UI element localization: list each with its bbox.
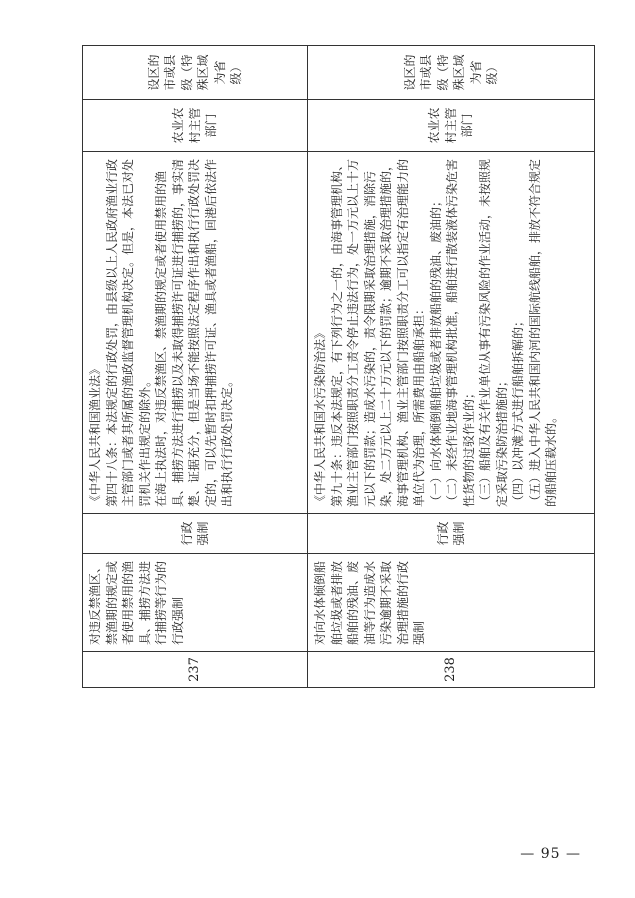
law-title: 《中华人民共和国水污染防治法》 — [313, 326, 327, 507]
power-list-table — [82, 45, 595, 688]
implementing-authority: 农业农村主管部门 — [308, 100, 595, 152]
basis-paragraph: 第九十条：违反本法规定，有下列行为之一的，由海事管理机构、渔业主管部门按照职责分工责令停止违法行为，处一万元以上十万元以下的罚款；造成水污染的，责令限期采取治理措施，消除污染，处二万元以上二十万元以下的罚款；逾期不采取治理措施的，海事管理机构、渔业主管部门按照职责分工可以指定有治理能力的单位代为治理，所需费用由船舶承担： — [329, 158, 426, 507]
item-name: 对向水体倾倒船舶垃圾或者排放船舶的残油、废油等行为造成水污染逾期不采取治理措施的行政强制 — [308, 554, 595, 652]
implementation-level: 设区的市或县级（特殊区域为省级） — [83, 46, 308, 100]
implementing-authority: 农业农村主管部门 — [83, 100, 308, 152]
basis-paragraph: （三）船舶及有关作业单位从事有污染风险的作业活动，未按照规定采取污染防治措施的； — [478, 158, 509, 507]
item-number: 237 — [83, 652, 308, 688]
basis-paragraph: （一）向水体倾倒船舶垃圾或者排放船舶的残油、废油的； — [428, 194, 443, 507]
table-row — [83, 46, 308, 688]
legal-basis — [308, 152, 595, 514]
implementation-level: 设区的市或县级（特殊区域为省级） — [308, 46, 595, 100]
basis-paragraph: （二）未经作业地海事管理机构批准，船舶进行散装液体污染危害性货物的过驳作业的； — [445, 158, 476, 507]
basis-paragraph: （四）以冲滩方式进行船舶拆解的； — [511, 314, 525, 507]
item-kind: 行政强制 — [83, 514, 308, 554]
item-kind: 行政强制 — [308, 514, 595, 554]
item-number: 238 — [308, 652, 595, 688]
page-number: — 95 — — [520, 846, 581, 862]
legal-basis — [83, 152, 308, 514]
law-title: 《中华人民共和国渔业法》 — [88, 362, 102, 507]
basis-paragraph: 在海上执法时，对违反禁渔区、禁渔期的规定或者使用禁用的渔具、捕捞方法进行捕捞以及未取得捕捞许可证进行捕捞的，事实清楚、证据充分，但是当场不能按照法定程序作出和执行行政处罚决定的，可以先暂时扣押捕捞许可证、渔具或者渔船，回港后依法作出和执行行政处罚决定。 — [154, 158, 234, 507]
basis-paragraph: （五）进入中华人民共和国内河的国际航线船舶，排放不符合规定的船舶压载水的。 — [527, 158, 558, 507]
basis-paragraph: 第四十八条：本法规定的行政处罚，由县级以上人民政府渔业行政主管部门或者其所属的渔政监督管理机构决定。但是，本法已对处罚机关作出规定的除外。 — [104, 158, 152, 507]
table-row — [308, 46, 595, 688]
item-name: 对违反禁渔区、禁渔期的规定或者使用禁用的渔具、捕捞方法进行捕捞等行为的行政强制 — [83, 554, 308, 652]
